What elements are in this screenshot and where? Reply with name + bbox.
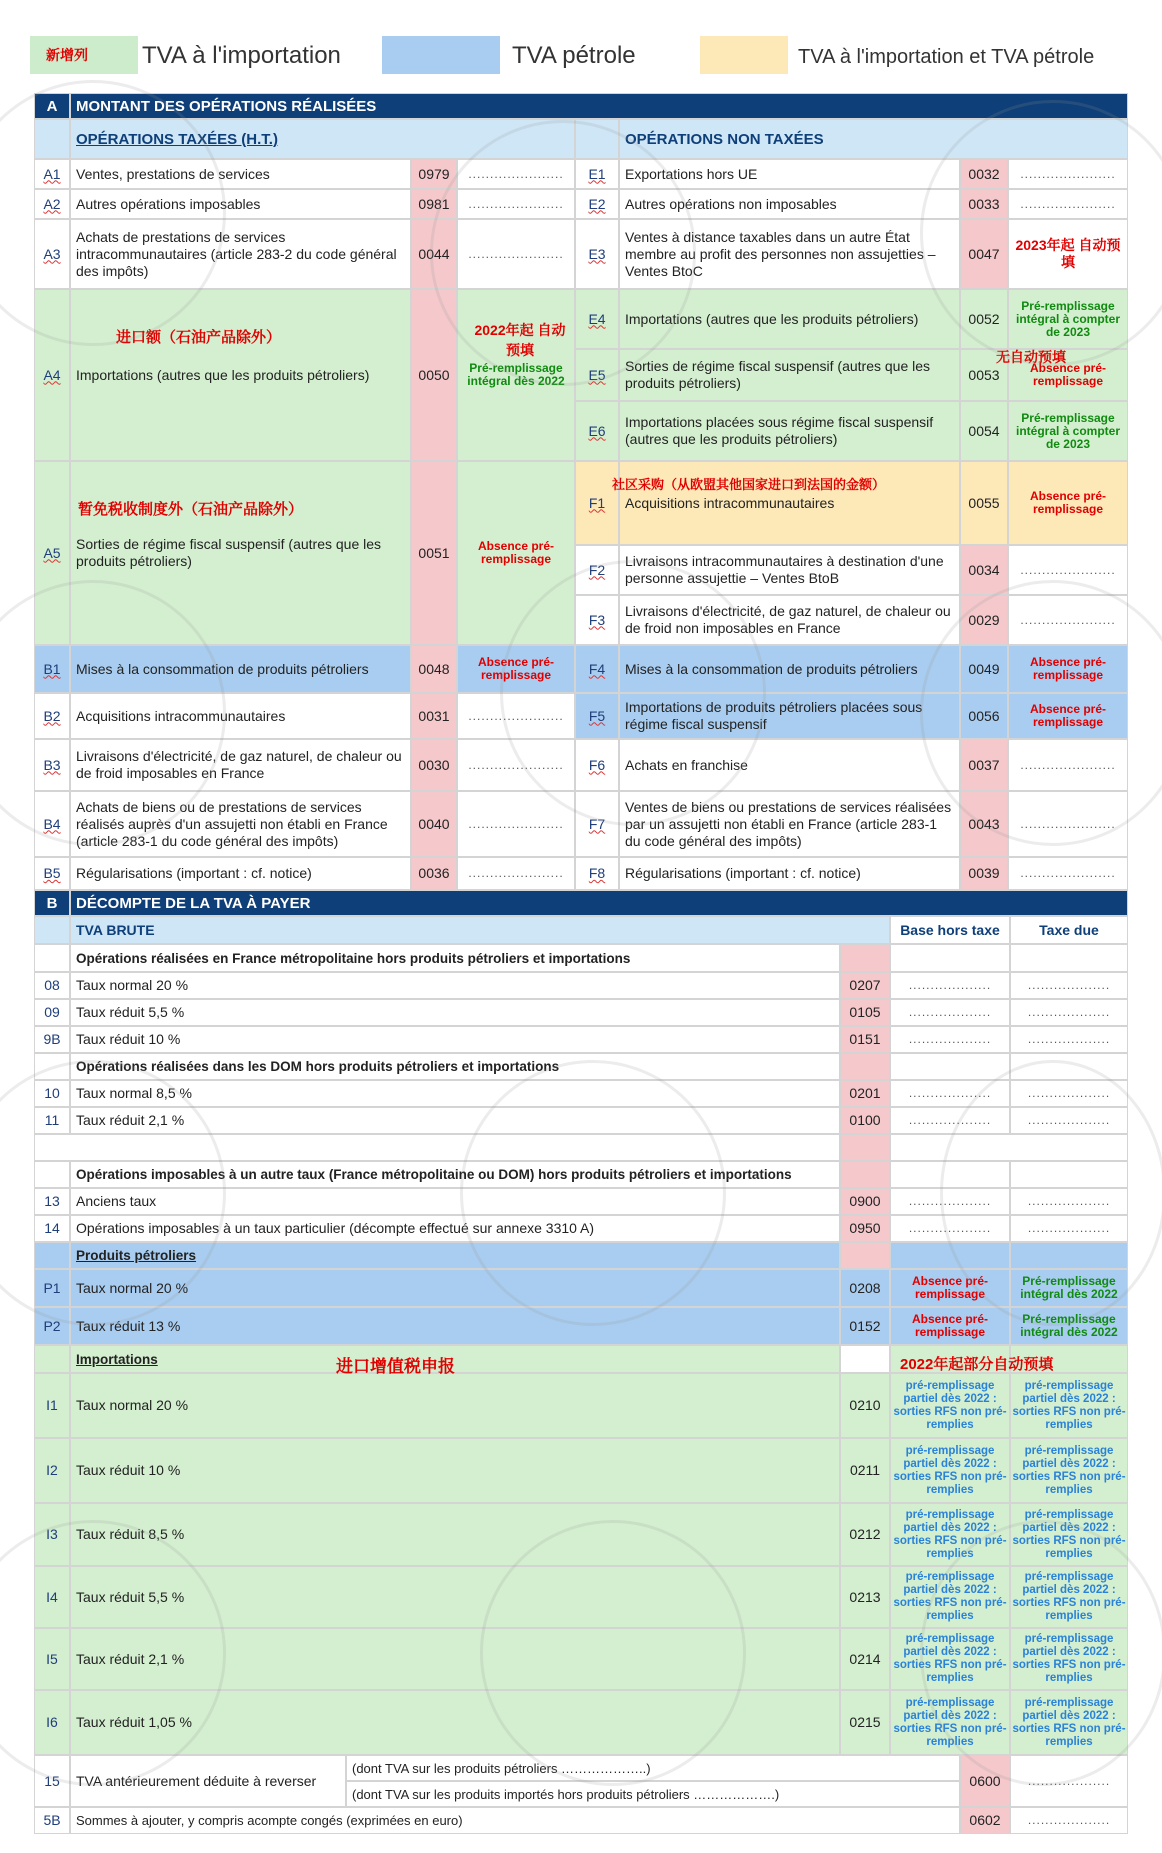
note-import-decl: 进口增值税申报 xyxy=(336,1357,455,1376)
row-code-B3: 0030 xyxy=(411,739,457,791)
section-a-left-title: OPÉRATIONS TAXÉES (H.T.) xyxy=(70,119,575,159)
b-row-label-15: TVA antérieurement déduite à reverser xyxy=(70,1755,346,1807)
b-row-sub2-15: (dont TVA sur les produits importés hors produits pétroliers ……………….) xyxy=(346,1781,960,1807)
row-id-E3: E3 xyxy=(575,219,619,289)
row-id-A4: A4 xyxy=(34,289,70,461)
row-label-E4: Importations (autres que les produits pétroliers) xyxy=(619,289,960,349)
row-value-F6[interactable]: ...................... xyxy=(1008,739,1128,791)
row-id-B1: B1 xyxy=(34,645,70,693)
b-row-code-I4: 0213 xyxy=(840,1566,890,1628)
b-row-label-P1: Taux normal 20 % xyxy=(70,1269,840,1307)
b-row-code-08: 0207 xyxy=(840,972,890,999)
row-id-A5: A5 xyxy=(34,461,70,645)
b-row-id-11: 11 xyxy=(34,1107,70,1134)
row-code-F6: 0037 xyxy=(960,739,1008,791)
row-id-F2: F2 xyxy=(575,545,619,595)
note-none: 无自动预填 xyxy=(996,349,1066,365)
section-a-title: MONTANT DES OPÉRATIONS RÉALISÉES xyxy=(70,93,1128,119)
legend-import-label: TVA à l'importation xyxy=(142,42,341,69)
row-id-A2: A2 xyxy=(34,189,70,219)
note-f1: 社区采购（从欧盟其他国家进口到法国的金额） xyxy=(612,477,886,492)
b-row-label-08: Taux normal 20 % xyxy=(70,972,840,999)
b-row-taxe-13[interactable]: ................... xyxy=(1010,1188,1128,1215)
row-label-F8: Régularisations (important : cf. notice) xyxy=(619,857,960,890)
row-label-B3: Livraisons d'électricité, de gaz naturel, de chaleur ou de froid imposables en France xyxy=(70,739,411,791)
row-label-A1: Ventes, prestations de services xyxy=(70,159,411,189)
b-row-id-5B: 5B xyxy=(34,1807,70,1834)
b-row-base-I2[interactable]: pré-remplissage partiel dès 2022 : sorties RFS non pré-remplies xyxy=(890,1438,1010,1503)
legend xyxy=(0,0,1162,90)
b-row-taxe-I1[interactable]: pré-remplissage partiel dès 2022 : sorties RFS non pré-remplies xyxy=(1010,1373,1128,1438)
b-row-id-I4: I4 xyxy=(34,1566,70,1628)
row-code-B4: 0040 xyxy=(411,791,457,857)
section-b-title: DÉCOMPTE DE LA TVA À PAYER xyxy=(70,890,1128,916)
b-row-taxe-08[interactable]: ................... xyxy=(1010,972,1128,999)
b-row-id-15: 15 xyxy=(34,1755,70,1807)
b-row-label-P2: Taux réduit 13 % xyxy=(70,1307,840,1345)
row-id-E5: E5 xyxy=(575,349,619,401)
section-a-right-title: OPÉRATIONS NON TAXÉES xyxy=(619,119,1128,159)
group-metropole-col xyxy=(34,944,70,972)
row-label-B1: Mises à la consommation de produits pétroliers xyxy=(70,645,411,693)
row-code-E6: 0054 xyxy=(960,401,1008,461)
b-row-taxe-I6[interactable]: pré-remplissage partiel dès 2022 : sorties RFS non pré-remplies xyxy=(1010,1690,1128,1755)
legend-new-col-label: 新增列 xyxy=(46,47,88,63)
row-value-B4[interactable]: ...................... xyxy=(457,791,575,857)
row-value-A3[interactable]: ...................... xyxy=(457,219,575,289)
row-value-A2[interactable]: ...................... xyxy=(457,189,575,219)
b-row-value-5B[interactable]: ................... xyxy=(1010,1807,1128,1834)
b-row-base-14[interactable]: ................... xyxy=(890,1215,1010,1242)
row-id-F7: F7 xyxy=(575,791,619,857)
b-row-id-I6: I6 xyxy=(34,1690,70,1755)
row-value-F7[interactable]: ...................... xyxy=(1008,791,1128,857)
b-row-code-P2: 0152 xyxy=(840,1307,890,1345)
legend-petrole-swatch xyxy=(382,36,500,74)
row-code-B1: 0048 xyxy=(411,645,457,693)
row-code-A3: 0044 xyxy=(411,219,457,289)
row-code-F8: 0039 xyxy=(960,857,1008,890)
row-value-E2[interactable]: ...................... xyxy=(1008,189,1128,219)
row-label-A3: Achats de prestations de services intracommunautaires (article 283-2 du code général des impôts) xyxy=(70,219,411,289)
group-metropole-code xyxy=(840,944,890,972)
group-dom-code xyxy=(840,1053,890,1080)
group-petrole-base xyxy=(890,1242,1010,1269)
row-id-F6: F6 xyxy=(575,739,619,791)
row-label-F4: Mises à la consommation de produits pétroliers xyxy=(619,645,960,693)
b-row-label-I2: Taux réduit 10 % xyxy=(70,1438,840,1503)
b-row-id-09: 09 xyxy=(34,999,70,1026)
row-label-E3: Ventes à distance taxables dans un autre État membre au profit des personnes non assujetties – Ventes BtoC xyxy=(619,219,960,289)
note-a4: 进口额（石油产品除外） xyxy=(116,329,282,346)
row-code-F1: 0055 xyxy=(960,461,1008,545)
row-label-F2: Livraisons intracommunautaires à destination d'une personne assujettie – Ventes BtoB xyxy=(619,545,960,595)
b-row-id-9B: 9B xyxy=(34,1026,70,1053)
section-a-right-col xyxy=(575,119,619,159)
b-row-id-10: 10 xyxy=(34,1080,70,1107)
b-row-code-I1: 0210 xyxy=(840,1373,890,1438)
b-row-code-I5: 0214 xyxy=(840,1628,890,1690)
tva-brute-col xyxy=(34,916,70,944)
row-label-B5: Régularisations (important : cf. notice) xyxy=(70,857,411,890)
b-row-code-P1: 0208 xyxy=(840,1269,890,1307)
b-row-code-14: 0950 xyxy=(840,1215,890,1242)
row-value-F4[interactable]: Absence pré-remplissage xyxy=(1008,645,1128,693)
b-row-code-15: 0600 xyxy=(960,1755,1010,1807)
b-row-code-I2: 0211 xyxy=(840,1438,890,1503)
b-row-id-08: 08 xyxy=(34,972,70,999)
tva-brute-title: TVA BRUTE xyxy=(70,916,890,944)
row-value-B3[interactable]: ...................... xyxy=(457,739,575,791)
b-row-base-13[interactable]: ................... xyxy=(890,1188,1010,1215)
b-row-label-13: Anciens taux xyxy=(70,1188,840,1215)
b-row-taxe-P1[interactable]: Pré-remplissage intégral dès 2022 xyxy=(1010,1269,1128,1307)
row-value-E5[interactable]: Absence pré-remplissage xyxy=(1008,349,1128,401)
section-a-left-col xyxy=(34,119,70,159)
group-importations-col xyxy=(34,1345,70,1373)
b-row-id-I3: I3 xyxy=(34,1503,70,1566)
row-id-F8: F8 xyxy=(575,857,619,890)
row-value-E6[interactable]: Pré-remplissage intégral à compter de 2023 xyxy=(1008,401,1128,461)
row-value-E3[interactable]: 2023年起 自动预填 xyxy=(1008,219,1128,289)
row-code-F2: 0034 xyxy=(960,545,1008,595)
b-row-sub1-15: (dont TVA sur les produits pétroliers ………………..) xyxy=(346,1755,960,1781)
b-row-label-I5: Taux réduit 2,1 % xyxy=(70,1628,840,1690)
group-dom: Opérations réalisées dans les DOM hors produits pétroliers et importations xyxy=(70,1053,840,1080)
row-code-A4: 0050 xyxy=(411,289,457,461)
row-label-F7: Ventes de biens ou prestations de services réalisées par un assujetti non établi en France (article 283-1 du code général des impôts) xyxy=(619,791,960,857)
row-code-E3: 0047 xyxy=(960,219,1008,289)
row-value-B2[interactable]: ...................... xyxy=(457,693,575,739)
b-row-code-10: 0201 xyxy=(840,1080,890,1107)
group-petrole: Produits pétroliers xyxy=(70,1242,840,1269)
group-importations-code xyxy=(840,1345,890,1373)
row-value-A5[interactable]: Absence pré-remplissage xyxy=(457,461,575,645)
row-label-E2: Autres opérations non imposables xyxy=(619,189,960,219)
b-row-base-I6[interactable]: pré-remplissage partiel dès 2022 : sorties RFS non pré-remplies xyxy=(890,1690,1010,1755)
group-metropole-base xyxy=(890,944,1010,972)
row-id-B3: B3 xyxy=(34,739,70,791)
blank-row xyxy=(34,1134,840,1161)
row-label-A4: Importations (autres que les produits pétroliers) xyxy=(70,289,411,461)
group-petrole-col xyxy=(34,1242,70,1269)
row-id-A3: A3 xyxy=(34,219,70,289)
group-autre-taux-code xyxy=(840,1161,890,1188)
row-code-B5: 0036 xyxy=(411,857,457,890)
row-label-B4: Achats de biens ou de prestations de services réalisés auprès d'un assujetti non établi en France (article 283-1 du code général des impôts) xyxy=(70,791,411,857)
b-row-base-I3[interactable]: pré-remplissage partiel dès 2022 : sorties RFS non pré-remplies xyxy=(890,1503,1010,1566)
b-row-taxe-14[interactable]: ................... xyxy=(1010,1215,1128,1242)
legend-both-swatch xyxy=(700,36,788,74)
group-dom-taxe xyxy=(1010,1053,1128,1080)
row-value-F2[interactable]: ...................... xyxy=(1008,545,1128,595)
blank-row-vals xyxy=(890,1134,1128,1161)
legend-both-label: TVA à l'importation et TVA pétrole xyxy=(798,46,1095,68)
b-row-code-09: 0105 xyxy=(840,999,890,1026)
b-row-taxe-9B[interactable]: ................... xyxy=(1010,1026,1128,1053)
row-code-A5: 0051 xyxy=(411,461,457,645)
b-row-base-P1[interactable]: Absence pré-remplissage xyxy=(890,1269,1010,1307)
row-id-E4: E4 xyxy=(575,289,619,349)
row-code-E1: 0032 xyxy=(960,159,1008,189)
row-id-F1: F1 xyxy=(575,461,619,545)
group-autre-taux: Opérations imposables à un autre taux (France métropolitaine ou DOM) hors produits pétroliers et importations xyxy=(70,1161,840,1188)
b-row-label-5B: Sommes à ajouter, y compris acompte congés (exprimées en euro) xyxy=(70,1807,960,1834)
row-label-F3: Livraisons d'électricité, de gaz naturel, de chaleur ou de froid non imposables en France xyxy=(619,595,960,645)
row-label-A2: Autres opérations imposables xyxy=(70,189,411,219)
b-row-id-I5: I5 xyxy=(34,1628,70,1690)
row-id-E1: E1 xyxy=(575,159,619,189)
note-partial-auto: 2022年起部分自动预填 xyxy=(900,1356,1054,1373)
section-b-letter: B xyxy=(34,890,70,916)
b-row-code-I3: 0212 xyxy=(840,1503,890,1566)
row-code-A2: 0981 xyxy=(411,189,457,219)
b-row-base-I5[interactable]: pré-remplissage partiel dès 2022 : sorties RFS non pré-remplies xyxy=(890,1628,1010,1690)
b-row-base-I4[interactable]: pré-remplissage partiel dès 2022 : sorties RFS non pré-remplies xyxy=(890,1566,1010,1628)
row-code-F5: 0056 xyxy=(960,693,1008,739)
row-value-B5[interactable]: ...................... xyxy=(457,857,575,890)
row-id-F4: F4 xyxy=(575,645,619,693)
row-label-F5: Importations de produits pétroliers placées sous régime fiscal suspensif xyxy=(619,693,960,739)
row-value-F5[interactable]: Absence pré-remplissage xyxy=(1008,693,1128,739)
row-value-A4[interactable]: Pré-remplissage intégral dès 2022 xyxy=(457,289,575,461)
group-petrole-taxe xyxy=(1010,1242,1128,1269)
row-id-F5: F5 xyxy=(575,693,619,739)
b-row-taxe-I2[interactable]: pré-remplissage partiel dès 2022 : sorties RFS non pré-remplies xyxy=(1010,1438,1128,1503)
row-id-E6: E6 xyxy=(575,401,619,461)
b-row-label-I1: Taux normal 20 % xyxy=(70,1373,840,1438)
blank-row-code xyxy=(840,1134,890,1161)
group-metropole: Opérations réalisées en France métropolitaine hors produits pétroliers et importations xyxy=(70,944,840,972)
group-dom-base xyxy=(890,1053,1010,1080)
row-label-E6: Importations placées sous régime fiscal suspensif (autres que les produits pétroliers) xyxy=(619,401,960,461)
row-id-B2: B2 xyxy=(34,693,70,739)
row-value-F3[interactable]: ...................... xyxy=(1008,595,1128,645)
b-row-label-I6: Taux réduit 1,05 % xyxy=(70,1690,840,1755)
row-id-B4: B4 xyxy=(34,791,70,857)
group-autre-taux-base xyxy=(890,1161,1010,1188)
group-petrole-code xyxy=(840,1242,890,1269)
group-autre-taux-taxe xyxy=(1010,1161,1128,1188)
b-row-id-I2: I2 xyxy=(34,1438,70,1503)
row-label-F6: Achats en franchise xyxy=(619,739,960,791)
b-row-base-08[interactable]: ................... xyxy=(890,972,1010,999)
b-row-label-I4: Taux réduit 5,5 % xyxy=(70,1566,840,1628)
row-value-E4[interactable]: Pré-remplissage intégral à compter de 2023 xyxy=(1008,289,1128,349)
b-row-label-09: Taux réduit 5,5 % xyxy=(70,999,840,1026)
b-row-label-9B: Taux réduit 10 % xyxy=(70,1026,840,1053)
b-row-code-5B: 0602 xyxy=(960,1807,1010,1834)
b-row-code-13: 0900 xyxy=(840,1188,890,1215)
b-row-base-09[interactable]: ................... xyxy=(890,999,1010,1026)
b-row-id-P1: P1 xyxy=(34,1269,70,1307)
row-code-E2: 0033 xyxy=(960,189,1008,219)
row-code-E4: 0052 xyxy=(960,289,1008,349)
b-row-label-I3: Taux réduit 8,5 % xyxy=(70,1503,840,1566)
section-a-letter: A xyxy=(34,93,70,119)
b-row-taxe-I5[interactable]: pré-remplissage partiel dès 2022 : sorties RFS non pré-remplies xyxy=(1010,1628,1128,1690)
row-label-F1: Acquisitions intracommunautaires xyxy=(619,461,960,545)
b-row-base-9B[interactable]: ................... xyxy=(890,1026,1010,1053)
base-header: Base hors taxe xyxy=(890,916,1010,944)
row-id-B5: B5 xyxy=(34,857,70,890)
b-row-id-13: 13 xyxy=(34,1188,70,1215)
b-row-value-15[interactable]: ................... xyxy=(1010,1755,1128,1807)
b-row-id-P2: P2 xyxy=(34,1307,70,1345)
row-code-F7: 0043 xyxy=(960,791,1008,857)
taxe-header: Taxe due xyxy=(1010,916,1128,944)
row-label-E5: Sorties de régime fiscal suspensif (autres que les produits pétroliers) xyxy=(619,349,960,401)
b-row-taxe-I3[interactable]: pré-remplissage partiel dès 2022 : sorties RFS non pré-remplies xyxy=(1010,1503,1128,1566)
row-value-F8[interactable]: ...................... xyxy=(1008,857,1128,890)
row-id-A1: A1 xyxy=(34,159,70,189)
b-row-label-10: Taux normal 8,5 % xyxy=(70,1080,840,1107)
group-autre-taux-col xyxy=(34,1161,70,1188)
b-row-id-14: 14 xyxy=(34,1215,70,1242)
row-label-A5: Sorties de régime fiscal suspensif (autres que les produits pétroliers) xyxy=(70,461,411,645)
row-label-B2: Acquisitions intracommunautaires xyxy=(70,693,411,739)
b-row-id-I1: I1 xyxy=(34,1373,70,1438)
group-metropole-taxe xyxy=(1010,944,1128,972)
row-label-E1: Exportations hors UE xyxy=(619,159,960,189)
group-importations: Importations xyxy=(70,1345,840,1373)
note-auto2022: 2022年起 自动预填 xyxy=(474,322,566,358)
b-row-taxe-09[interactable]: ................... xyxy=(1010,999,1128,1026)
b-row-taxe-P2[interactable]: Pré-remplissage intégral dès 2022 xyxy=(1010,1307,1128,1345)
note-a5: 暂免税收制度外（石油产品除外） xyxy=(78,501,304,518)
row-value-B1[interactable]: Absence pré-remplissage xyxy=(457,645,575,693)
row-id-F3: F3 xyxy=(575,595,619,645)
b-row-label-14: Opérations imposables à un taux particulier (décompte effectué sur annexe 3310 A) xyxy=(70,1215,840,1242)
row-value-A1[interactable]: ...................... xyxy=(457,159,575,189)
b-row-code-11: 0100 xyxy=(840,1107,890,1134)
b-row-code-I6: 0215 xyxy=(840,1690,890,1755)
group-dom-col xyxy=(34,1053,70,1080)
row-id-E2: E2 xyxy=(575,189,619,219)
b-row-base-I1[interactable]: pré-remplissage partiel dès 2022 : sorties RFS non pré-remplies xyxy=(890,1373,1010,1438)
b-row-taxe-10[interactable]: ................... xyxy=(1010,1080,1128,1107)
row-code-B2: 0031 xyxy=(411,693,457,739)
b-row-code-9B: 0151 xyxy=(840,1026,890,1053)
b-row-base-11[interactable]: ................... xyxy=(890,1107,1010,1134)
b-row-label-11: Taux réduit 2,1 % xyxy=(70,1107,840,1134)
b-row-base-P2[interactable]: Absence pré-remplissage xyxy=(890,1307,1010,1345)
b-row-taxe-11[interactable]: ................... xyxy=(1010,1107,1128,1134)
row-code-F3: 0029 xyxy=(960,595,1008,645)
row-value-F1[interactable]: Absence pré-remplissage xyxy=(1008,461,1128,545)
row-code-F4: 0049 xyxy=(960,645,1008,693)
b-row-taxe-I4[interactable]: pré-remplissage partiel dès 2022 : sorties RFS non pré-remplies xyxy=(1010,1566,1128,1628)
row-value-E1[interactable]: ...................... xyxy=(1008,159,1128,189)
b-row-base-10[interactable]: ................... xyxy=(890,1080,1010,1107)
row-code-E5: 0053 xyxy=(960,349,1008,401)
row-code-A1: 0979 xyxy=(411,159,457,189)
legend-petrole-label: TVA pétrole xyxy=(512,42,636,69)
